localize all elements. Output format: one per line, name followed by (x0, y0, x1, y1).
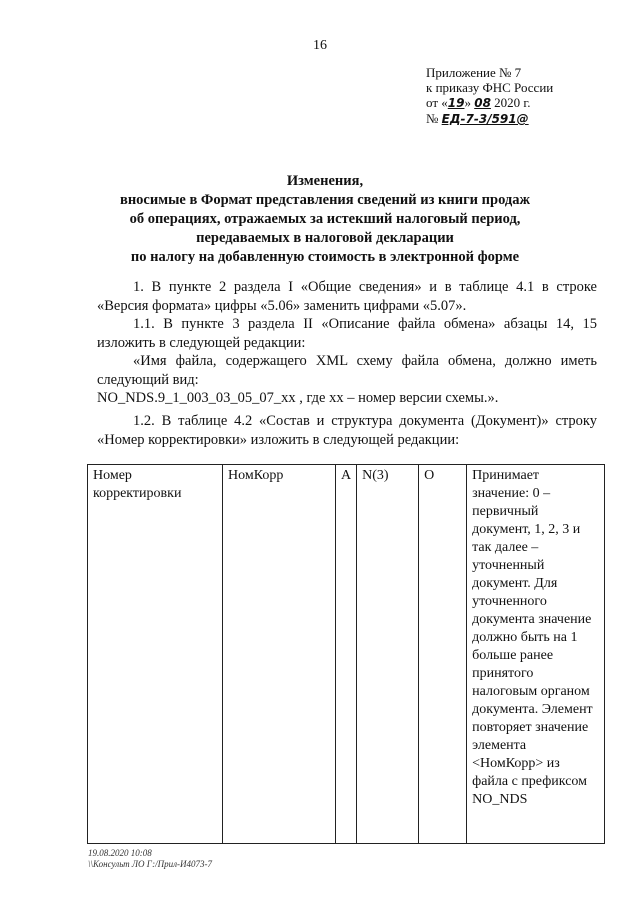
title-line-2: вносимые в Формат представления сведений из книги продаж (119, 192, 530, 208)
paragraph-1: 1. В пункте 2 раздела I «Общие сведения» и в таблице 4.1 в строке «Версия формата» цифры «5.06» заменить цифрами «5.07». (97, 279, 597, 314)
cell-type: А (336, 465, 357, 844)
title-line-5: по налогу на добавленную стоимость в электронной форме (130, 249, 520, 265)
table-row (88, 465, 605, 844)
appendix-block (426, 65, 553, 127)
footer-timestamp: 19.08.2020 10:08 (88, 848, 152, 858)
document-title (60, 172, 590, 267)
cell-required: О (419, 465, 467, 844)
title-line-3: об операциях, отражаемых за истекший налоговый период, (129, 211, 521, 227)
cell-code: НомКорр (223, 465, 336, 844)
cell-description: Принимает значение: 0 – первичный документ, 1, 2, 3 и так далее – уточненный документ. Для уточненного документа значение должно быть на 1 больше ранее принятого налоговым органом документа. Элемент повторяет значение элемента <НомКорр> из файла с префиксом NO_NDS (467, 465, 605, 844)
appendix-number (426, 111, 553, 127)
date-prefix: от « (426, 95, 448, 110)
date-mid: » (464, 95, 475, 110)
paragraph-1-2: 1.2. В таблице 4.2 «Состав и структура документа (Документ)» строку «Номер корректировки» изложить в следующей редакции: (97, 413, 597, 448)
footer-path: \\Консульт ЛО Г:/Прил-И4073-7 (88, 859, 213, 869)
appendix-date (426, 95, 553, 111)
title-line-4: передаваемых в налоговой декларации (196, 230, 454, 246)
cell-name: Номер корректировки (88, 465, 223, 844)
paragraph-quote: «Имя файла, содержащего XML схему файла обмена, должно иметь следующий вид: (97, 353, 597, 388)
appendix-line-1: Приложение № 7 (426, 65, 522, 80)
date-month: 08 (474, 96, 491, 110)
paragraph-filename: NO_NDS.9_1_003_03_05_07_xx , где xx – номер версии схемы.». (97, 390, 499, 406)
date-year: 2020 г. (490, 95, 531, 110)
page-number: 16 (313, 38, 327, 53)
appendix-line-2: к приказу ФНС России (426, 80, 554, 95)
body-text-2 (97, 412, 597, 449)
paragraph-1-1: 1.1. В пункте 3 раздела II «Описание файла обмена» абзацы 14, 15 изложить в следующей редакции: (97, 316, 597, 351)
cell-format: N(3) (357, 465, 419, 844)
date-day: 19 (447, 96, 465, 110)
footer (88, 848, 212, 870)
number-prefix: № (426, 111, 442, 126)
requisite-table (87, 464, 605, 844)
body-text (97, 278, 597, 408)
order-number: ЕД-7-3/591@ (441, 112, 529, 126)
title-line-1: Изменения, (286, 173, 364, 189)
